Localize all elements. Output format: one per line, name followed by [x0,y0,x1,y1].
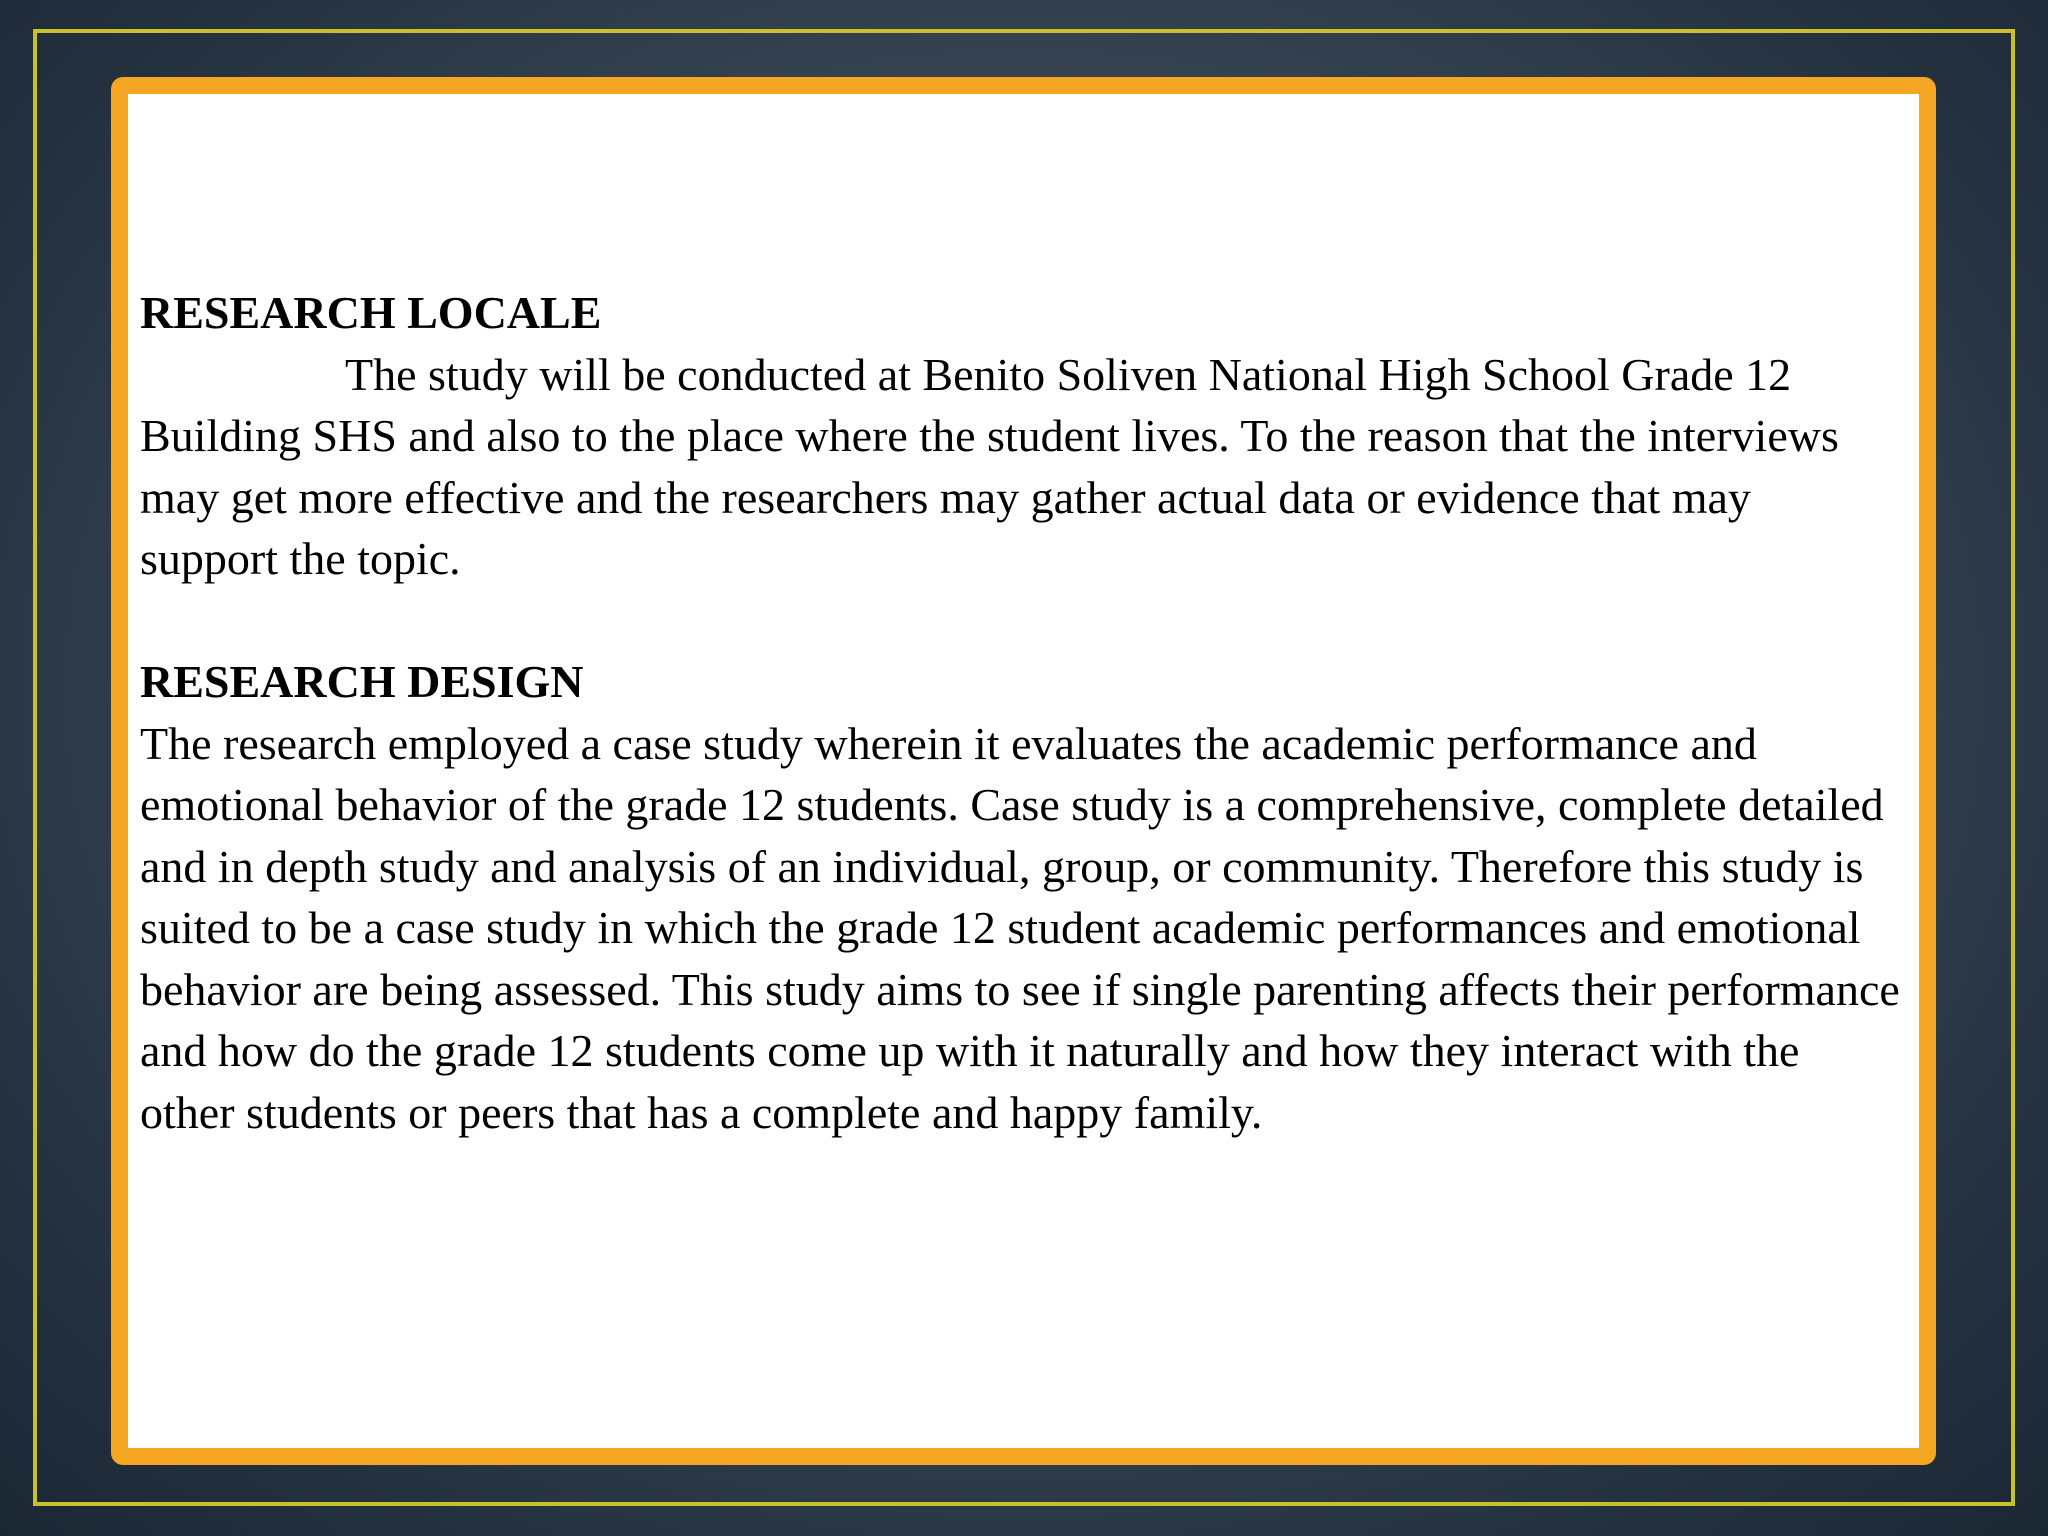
section-heading-research-design: RESEARCH DESIGN [140,656,584,707]
section-heading-research-locale: RESEARCH LOCALE [140,287,602,338]
research-design-paragraph: The research employed a case study wherein it evaluates the academic performance and emotional behavior of the grade 12 students. Case study is a comprehensive, complete detailed and in depth study and analysis of an individual, group, or community. Therefore this study is suited to be a case study in which the grade 12 student academic performances and emotional behavior are being assessed. This study aims to see if single parenting affects their performance and how do the grade 12 students come up with it naturally and how they interact with the other students or peers that has a complete and happy family. [140,717,1900,1138]
slide-text-body [140,282,1900,1143]
research-locale-text: The study will be conducted at Benito Soliven National High School Grade 12 Building SHS and also to the place where the student lives. To the reason that the interviews may get more effective and the researchers may gather actual data or evidence that may support the topic. [140,348,1839,584]
section-gap [140,590,1900,652]
research-locale-paragraph [140,344,1900,590]
